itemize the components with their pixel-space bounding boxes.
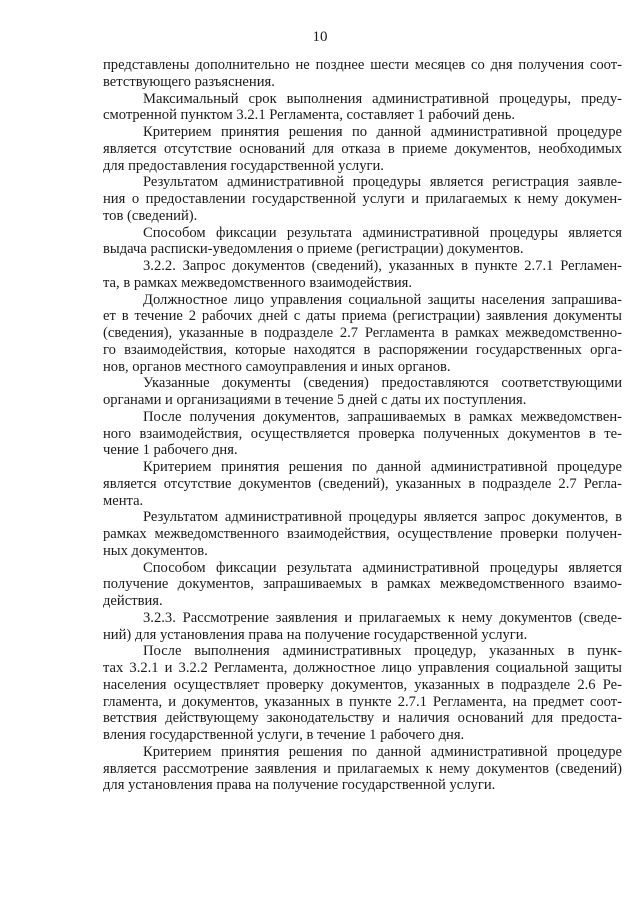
paragraph: [103, 560, 622, 610]
text-line: После выполнения административных процедур, указанных в пунк-: [143, 643, 622, 660]
paragraph: [103, 57, 622, 91]
text-line: Способом фиксации результата административной процедуры является: [143, 559, 622, 576]
text-line: получение документов, запрашиваемых в рамках межведомственного взаимо-: [103, 576, 622, 593]
paragraph: [103, 643, 622, 744]
text-line: Критерием принятия решения по данной административной процедуре: [143, 124, 622, 140]
text-line: является рассмотрение заявления и прилагаемых к нему документов (сведений): [103, 760, 622, 777]
body-text: [103, 57, 622, 794]
text-line: ного взаимодействия, осуществляется проверка полученных документов в те-: [103, 425, 622, 442]
text-line: Результатом административной процедуры является запрос документов, в: [143, 509, 622, 526]
text-line: является отсутствие документов (сведений), указанных в подразделе 2.7 Регла-: [103, 475, 622, 492]
paragraph: [103, 225, 622, 259]
text-line: Критерием принятия решения по данной административной процедуре: [143, 459, 622, 475]
text-line: гламента, и документов, указанных в пункте 2.7.1 Регламента, на предмет соот-: [103, 693, 622, 710]
text-line: После получения документов, запрашиваемых в рамках межведомствен-: [143, 408, 622, 425]
text-line: мента.: [103, 492, 144, 509]
text-line: 3.2.2. Запрос документов (сведений), указанных в пункте 2.7.1 Регламен-: [143, 258, 622, 274]
text-line: действия.: [103, 593, 163, 609]
paragraph: [103, 610, 622, 644]
text-line: вления государственной услуги, в течение 1 рабочего дня.: [103, 727, 465, 743]
text-line: ет в течение 2 рабочих дней с даты приема (регистрации) заявления документы: [103, 308, 622, 325]
text-line: органами и организациями в течение 5 дней с даты их поступления.: [103, 392, 527, 408]
text-line: ветствия действующему законодательству и наличия оснований для предоста-: [103, 710, 622, 727]
text-line: для предоставления государственной услуги.: [103, 157, 384, 174]
paragraph: [103, 174, 622, 224]
text-line: представлены дополнительно не позднее шести месяцев со дня получения соот-: [103, 57, 622, 73]
text-line: го взаимодействия, которые находятся в распоряжении государственных орга-: [103, 341, 622, 358]
text-line: выдача расписки-уведомления о приеме (регистрации) документов.: [103, 241, 524, 258]
text-line: тов (сведений).: [103, 207, 198, 224]
paragraph: [103, 409, 622, 459]
paragraph: [103, 91, 622, 125]
text-line: Способом фиксации результата административной процедуры является: [143, 224, 622, 241]
text-line: для установления права на получение государственной услуги.: [103, 777, 496, 794]
text-line: тах 3.2.1 и 3.2.2 Регламента, должностное лицо управления социальной защиты: [103, 660, 622, 676]
paragraph: [103, 744, 622, 794]
text-line: ний) для установления права на получение государственной услуги.: [103, 626, 528, 643]
text-line: является отсутствие оснований для отказа в приеме документов, необходимых: [103, 140, 622, 157]
text-line: смотренной пунктом 3.2.1 Регламента, составляет 1 рабочий день.: [103, 107, 516, 124]
paragraph: [103, 258, 622, 292]
text-line: ния о предоставлении государственной услуги и прилагаемых к нему докумен-: [103, 191, 622, 207]
text-line: рамках межведомственного взаимодействия, осуществление проверки получен-: [103, 526, 622, 542]
text-line: та, в рамках межведомственного взаимодействия.: [103, 274, 413, 291]
paragraph: [103, 509, 622, 559]
text-line: чение 1 рабочего дня.: [103, 442, 238, 459]
text-line: Критерием принятия решения по данной административной процедуре: [143, 743, 622, 760]
text-line: Результатом административной процедуры является регистрация заявле-: [143, 174, 622, 191]
text-line: 3.2.3. Рассмотрение заявления и прилагаемых к нему документов (сведе-: [143, 609, 622, 626]
text-line: ветствующего разъяснения.: [103, 73, 275, 90]
text-line: нов, органов местного самоуправления и иных органов.: [103, 358, 451, 375]
paragraph: [103, 459, 622, 509]
text-line: Указанные документы (сведения) предоставляются соответствующими: [143, 375, 622, 392]
text-line: (сведения), указанные в подразделе 2.7 Регламента в рамках межведомственно-: [103, 325, 622, 341]
paragraph: [103, 124, 622, 174]
text-line: населения осуществляет проверку документов, указанных в подразделе 2.6 Ре-: [103, 676, 622, 693]
text-line: Должностное лицо управления социальной защиты населения запрашива-: [143, 291, 622, 308]
text-line: ных документов.: [103, 542, 208, 559]
paragraph: [103, 292, 622, 376]
page-number: 10: [312, 29, 328, 45]
text-line: Максимальный срок выполнения административной процедуры, преду-: [143, 90, 622, 107]
paragraph: [103, 375, 622, 409]
